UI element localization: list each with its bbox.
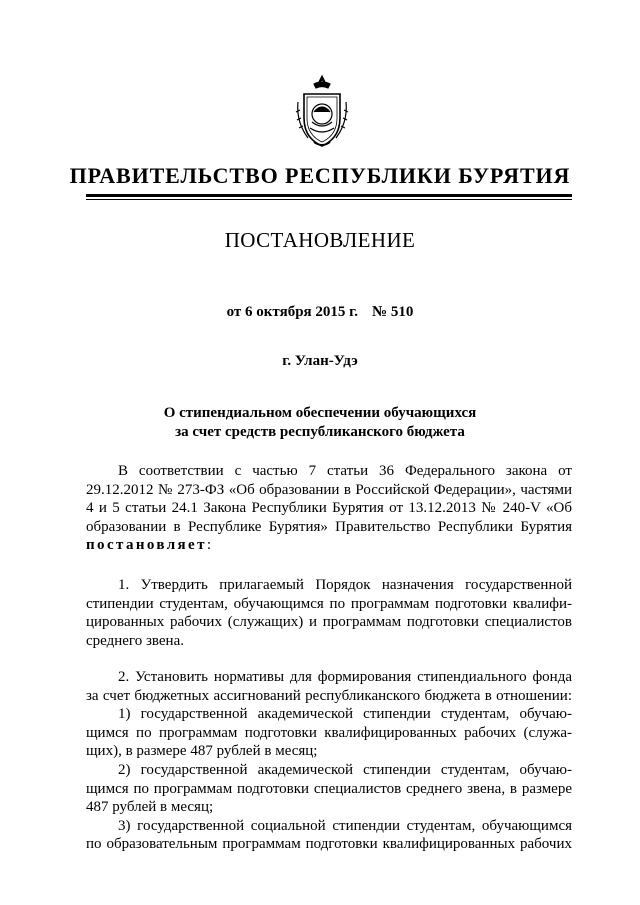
subitem-line: 1) государственной академической стипендии студентам, обучаю- [118,706,572,723]
document-type: ПОСТАНОВЛЕНИЕ [224,228,416,252]
decree-word: постановляет [86,537,207,554]
paragraph-line: 4 и 5 статьи 24.1 Закона Республики Бурятия от 13.12.2013 № 240-V «Об [86,500,572,517]
paragraph-line: цированных рабочих (служащих) и программам подготовки специалистов [86,614,572,631]
decree-colon: : [206,537,212,554]
item-1-paragraph [86,576,572,650]
paragraph-line: 2. Установить нормативы для формирования стипендиального фонда [118,669,572,685]
preamble-paragraph [86,462,572,555]
government-title: ПРАВИТЕЛЬСТВО РЕСПУБЛИКИ БУРЯТИЯ [69,163,571,188]
document-date: от 6 октября 2015 г. [226,304,359,320]
item-2-paragraph [86,668,572,854]
subject-line: О стипендиальном обеспечении обучающихся [163,405,477,421]
paragraph-line: 29.12.2012 № 273-ФЗ «Об образовании в Российской Федерации», частями [86,481,572,498]
paragraph-line: В соответствии с частью 7 статьи 36 Федерального закона от [118,463,572,479]
subitem-line: щимся по программам подготовки квалифицированных рабочих (служа- [86,724,572,741]
subitem-line: 2) государственной академической стипендии студентам, обучаю- [118,761,572,778]
subitem-line: 3) государственной социальной стипендии студентам, обучающимся [118,817,572,834]
paragraph-line: стипендии студентам, обучающимся по программам подготовки квалифи- [86,595,572,612]
paragraph-line: 1. Утвердить прилагаемый Порядок назначения государственной [118,577,572,593]
subitem-line: щимся по программам подготовки специалистов среднего звена, в размере [86,780,572,797]
subject-line: за счет средств республиканского бюджета [175,424,465,440]
document-city: г. Улан-Удэ [282,353,358,369]
subitem-line: по образовательным программам подготовки квалифицированных рабочих [86,836,572,853]
paragraph-line: среднего звена. [86,632,184,649]
subitem-line: 487 рублей в месяц; [86,799,214,816]
document-date-number [0,302,640,322]
decree-line [86,536,572,555]
coat-of-arms-icon [292,72,352,152]
paragraph-line: за счет бюджетных ассигнований республиканского бюджета в отношении: [86,687,572,704]
header-divider-thick [86,194,572,197]
document-subject [0,404,640,442]
subitem-line: щих), в размере 487 рублей в месяц; [86,743,318,760]
header-divider-thin [86,199,572,200]
document-number: № 510 [372,304,414,320]
paragraph-line: образовании в Республике Бурятия» Правительство Республики Бурятия [86,518,572,535]
